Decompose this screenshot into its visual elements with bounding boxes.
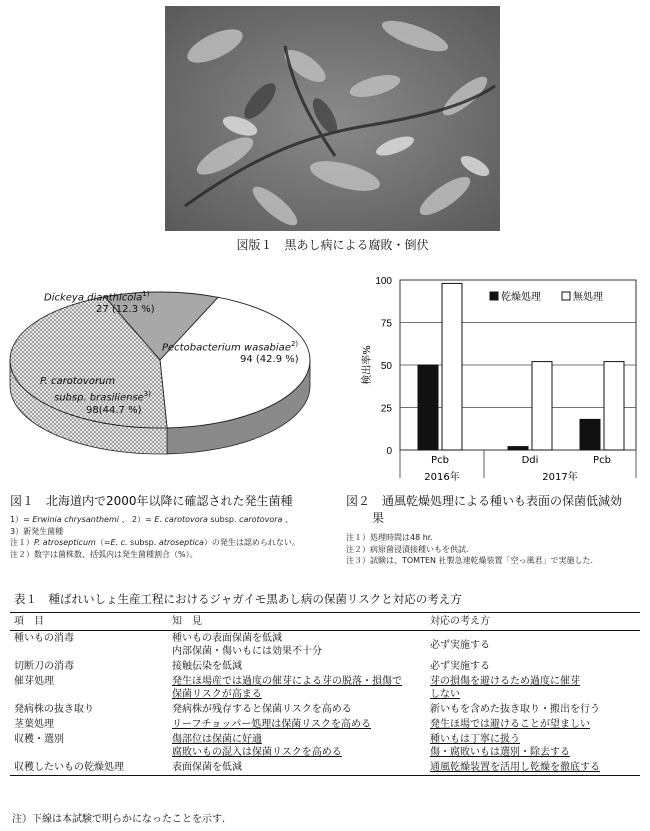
table-row — [10, 631, 640, 660]
y-tick-label: 100 — [375, 276, 392, 287]
table1-footnote: 注）下線は本試験で明らかになったことを示す. — [12, 814, 226, 825]
row-item: 催芽処理 — [14, 676, 54, 687]
y-axis-label: 検出率% — [362, 345, 373, 385]
row-item: 収穫・選別 — [14, 734, 64, 745]
bar-dried — [508, 447, 528, 450]
row-response: 発生ほ場では避けることが望ましい — [430, 719, 590, 730]
legend-label: 無処理 — [573, 292, 603, 303]
fig2-notes — [346, 532, 646, 567]
bar-dried — [418, 365, 438, 450]
fig2-note-1: 注１）処理時間は48 hr. — [346, 533, 433, 542]
bar-untreated — [532, 362, 552, 450]
x-tick-label: Pcb — [593, 455, 611, 466]
row-response: 必ず実施する — [430, 661, 490, 672]
table-row — [10, 659, 640, 674]
bar-untreated — [442, 283, 462, 450]
table1-header-item: 項 目 — [10, 613, 168, 631]
pie-label-dickeya: Dickeya dianthicola$^{1)}$ — [44, 290, 150, 304]
y-tick-label: 25 — [380, 403, 392, 415]
row-response: 必ず実施する — [430, 639, 490, 651]
legend-swatch — [562, 292, 570, 300]
row-response: 通風乾燥装置を活用し乾燥を徹底する — [426, 760, 640, 776]
table-row — [10, 674, 640, 702]
y-tick-label: 50 — [380, 361, 392, 372]
row-item: 種いもの消毒 — [14, 633, 74, 644]
table1 — [10, 612, 640, 776]
fig1-title: 図１ 北海道内で2000年以降に確認された発生菌種 — [10, 494, 293, 508]
row-finding: 発生ほ場産では過度の催芽による芽の脱落・損傷で 保菌リスクが高まる — [172, 676, 402, 700]
table1-header-response: 対応の考え方 — [426, 613, 640, 631]
table1-header-finding: 知 見 — [168, 613, 426, 631]
bar-untreated — [604, 362, 624, 450]
row-finding: 種いもの表面保菌を低減 内部保菌・傷いもには効果不十分 — [172, 633, 322, 657]
x-tick-label: Ddi — [521, 455, 539, 466]
table1-header-row — [10, 613, 640, 631]
year-label: 2016年 — [424, 472, 460, 483]
fig1-note-4: 注２）数字は菌株数、括弧内は発生菌種割合（%）。 — [10, 549, 198, 559]
row-finding: 発病株が残存すると保菌リスクを高める — [172, 704, 352, 715]
legend-swatch — [490, 292, 498, 300]
fig1-note-2: 3）新発生菌種 — [10, 526, 64, 536]
row-response: 種いもは丁寧に扱う 傷・腐敗いもは選別・除去する — [430, 734, 570, 758]
fig2-title-line1: 図２ 通風乾燥処理による種いも表面の保菌低減効 — [346, 494, 623, 508]
field-photo — [165, 6, 500, 231]
fig1-note-1: 1）= Erwinia chrysanthemi 、 2）= E. carotovora subsp. carotovora 、 — [10, 515, 293, 524]
row-item: 切断刀の消毒 — [14, 661, 74, 672]
legend-label: 乾燥処理 — [501, 292, 541, 303]
y-tick-label: 0 — [386, 446, 392, 457]
year-label: 2017年 — [542, 472, 578, 483]
photo-illustration — [165, 6, 500, 231]
y-tick-label: 75 — [380, 318, 392, 330]
row-finding: 接触伝染を低減 — [172, 661, 242, 672]
pie-label-pectobacterium: Pectobacterium wasabiae$^{2)}$ — [162, 340, 299, 354]
row-response: 新いもを含めた抜き取り・搬出を行う — [430, 704, 600, 715]
fig1-note-3: 注１）P. atrosepticum（=E. c. subsp. atroseptica）の発生は認められない。 — [10, 538, 300, 547]
row-response: 芽の損傷を避けるため過度に催芽 しない — [430, 676, 580, 700]
table-row — [10, 760, 640, 776]
row-item: 茎葉処理 — [14, 719, 54, 730]
table1-title: 表１ 種ばれいしょ生産工程におけるジャガイモ黒あし病の保菌リスクと対応の考え方 — [14, 592, 462, 606]
row-finding: リーフチョッパー処理は保菌リスクを高める — [172, 719, 371, 730]
pie-label-carotovorum: P. carotovorum subsp. brasiliense$^{3)}$ 98(44.7 %) — [40, 376, 151, 417]
table-row — [10, 702, 640, 717]
photo-caption: 図版１ 黒あし病による腐敗・倒伏 — [236, 238, 429, 252]
fig2-note-2: 注２）病原菌浸漬接種いもを供試. — [346, 544, 469, 554]
table-row — [10, 717, 640, 732]
fig2-bar-chart — [340, 268, 650, 490]
table-row — [10, 732, 640, 760]
row-item: 収穫したいもの乾燥処理 — [10, 760, 168, 776]
fig2-title-line2: 果 — [372, 511, 385, 525]
bar-dried — [580, 419, 600, 450]
fig2-title — [346, 493, 622, 527]
fig1-notes — [10, 514, 330, 560]
pie-value-pectobacterium: 94 (42.9 %) — [240, 354, 299, 365]
fig2-note-3: 注３）試験は、TOMTEN 社製急速乾燥装置「空っ風君」で実施した. — [346, 556, 594, 565]
row-finding: 傷部位は保菌に好適 腐敗いもの混入は保菌リスクを高める — [172, 734, 342, 758]
row-item: 発病株の抜き取り — [14, 704, 94, 715]
x-tick-label: Pcb — [431, 455, 449, 466]
row-finding: 表面保菌を低減 — [168, 760, 426, 776]
pie-value-dickeya: 27 (12.3 %) — [96, 304, 155, 315]
